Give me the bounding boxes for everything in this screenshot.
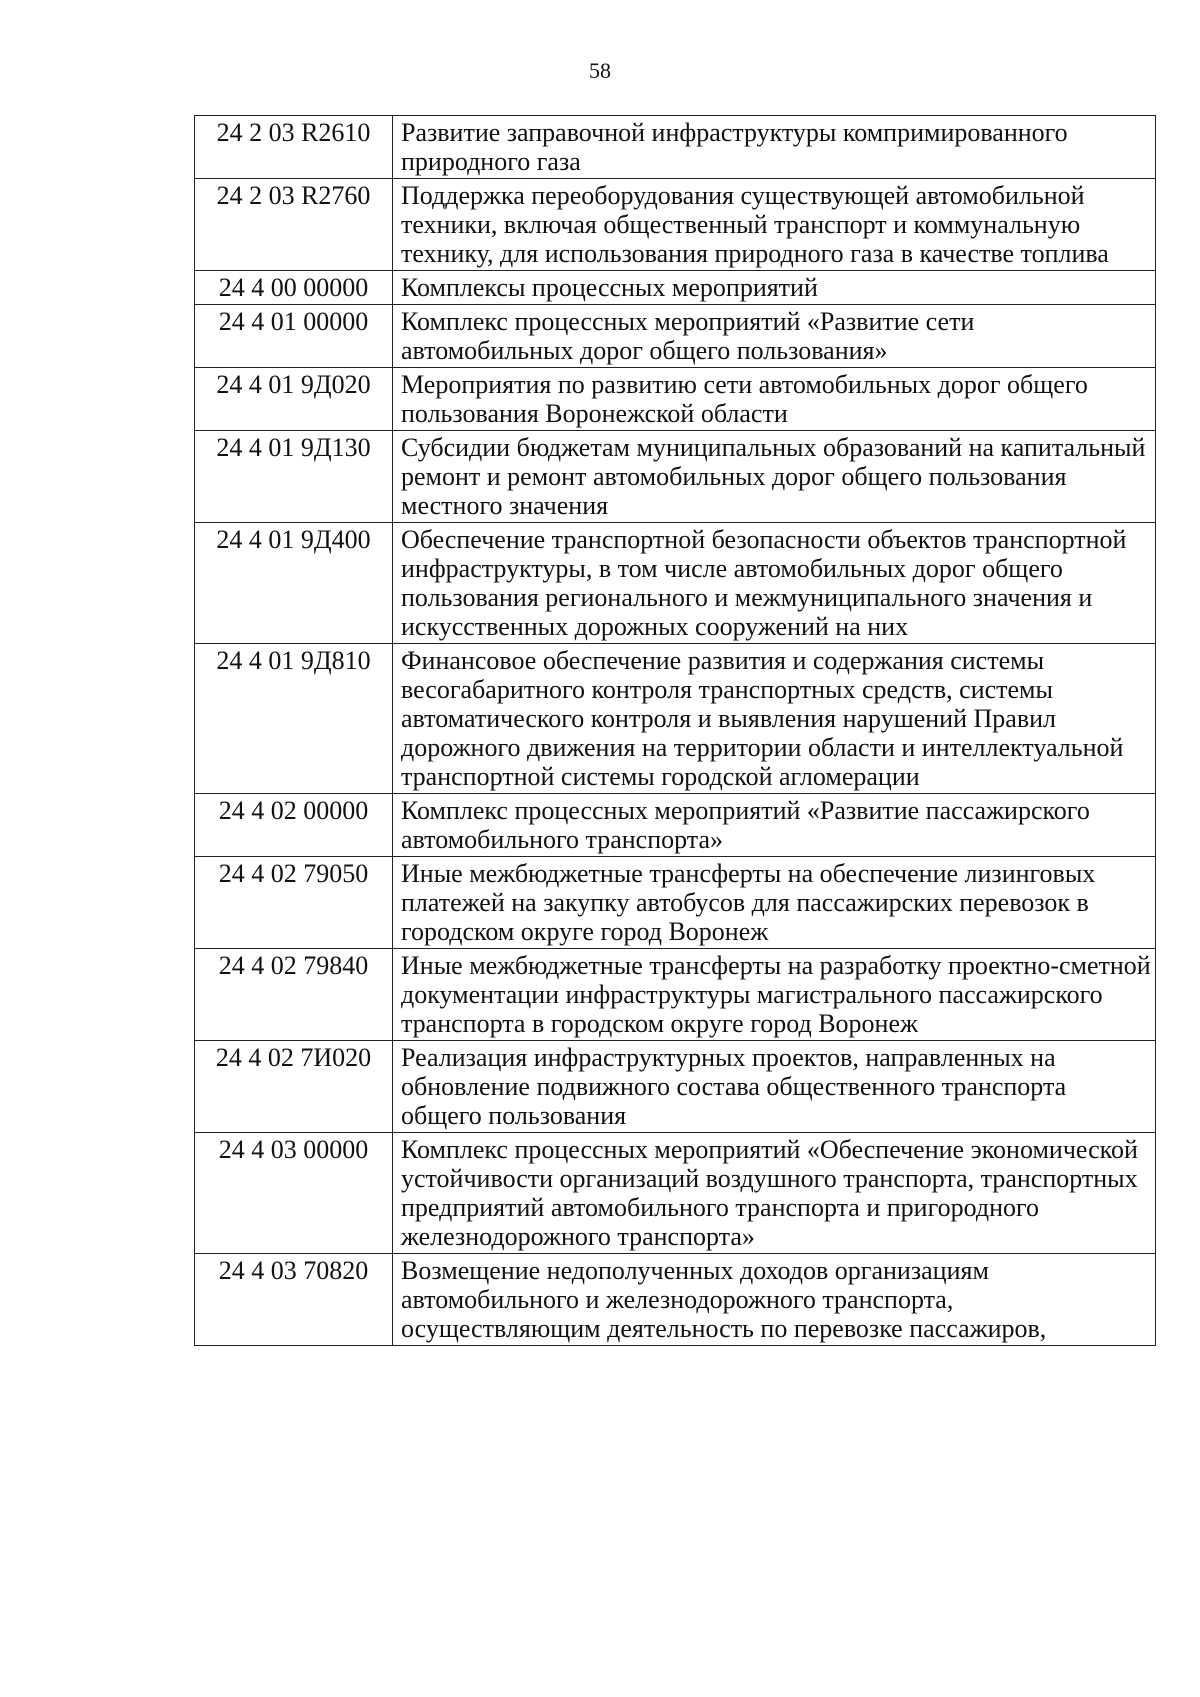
- code-cell: 24 4 01 9Д130: [195, 431, 393, 523]
- code-cell: 24 4 02 79840: [195, 949, 393, 1041]
- description-cell: Развитие заправочной инфраструктуры компримированного природного газа: [393, 116, 1156, 179]
- code-cell: 24 4 00 00000: [195, 271, 393, 305]
- code-cell: 24 4 02 7И020: [195, 1041, 393, 1133]
- code-cell: 24 2 03 R2760: [195, 179, 393, 271]
- code-cell: 24 4 03 00000: [195, 1133, 393, 1254]
- description-cell: Поддержка переоборудования существующей автомобильной техники, включая общественный транспорт и коммунальную технику, для использования природного газа в качестве топлива: [393, 179, 1156, 271]
- table-row: [195, 1133, 1156, 1254]
- table-row: [195, 644, 1156, 794]
- description-cell: Финансовое обеспечение развития и содержания системы весогабаритного контроля транспортных средств, системы автоматического контроля и выявления нарушений Правил дорожного движения на территории области и интеллектуальной транспортной системы городской агломерации: [393, 644, 1156, 794]
- description-cell: Реализация инфраструктурных проектов, направленных на обновление подвижного состава общественного транспорта общего пользования: [393, 1041, 1156, 1133]
- description-cell: Комплекс процессных мероприятий «Развитие сети автомобильных дорог общего пользования»: [393, 305, 1156, 368]
- code-cell: 24 4 02 79050: [195, 857, 393, 949]
- code-cell: 24 4 01 9Д020: [195, 368, 393, 431]
- table-row: [195, 857, 1156, 949]
- budget-code-table: [194, 115, 1156, 1346]
- description-cell: Комплекс процессных мероприятий «Обеспечение экономической устойчивости организаций воздушного транспорта, транспортных предприятий автомобильного транспорта и пригородного железнодорожного транспорта»: [393, 1133, 1156, 1254]
- description-cell: Мероприятия по развитию сети автомобильных дорог общего пользования Воронежской области: [393, 368, 1156, 431]
- description-cell: Обеспечение транспортной безопасности объектов транспортной инфраструктуры, в том числе автомобильных дорог общего пользования регионального и межмуниципального значения и искусственных дорожных сооружений на них: [393, 523, 1156, 644]
- table-row: [195, 794, 1156, 857]
- description-cell: Возмещение недополученных доходов организациям автомобильного и железнодорожного транспорта, осуществляющим деятельность по перевозке пассажиров,: [393, 1254, 1156, 1346]
- code-cell: 24 4 02 00000: [195, 794, 393, 857]
- description-cell: Субсидии бюджетам муниципальных образований на капитальный ремонт и ремонт автомобильных дорог общего пользования местного значения: [393, 431, 1156, 523]
- table-row: [195, 116, 1156, 179]
- description-cell: Иные межбюджетные трансферты на обеспечение лизинговых платежей на закупку автобусов для пассажирских перевозок в городском округе город Воронеж: [393, 857, 1156, 949]
- table-row: [195, 179, 1156, 271]
- description-cell: Комплекс процессных мероприятий «Развитие пассажирского автомобильного транспорта»: [393, 794, 1156, 857]
- description-cell: Комплексы процессных мероприятий: [393, 271, 1156, 305]
- table-row: [195, 523, 1156, 644]
- table-row: [195, 431, 1156, 523]
- page-number: 58: [589, 58, 611, 83]
- code-cell: 24 4 01 00000: [195, 305, 393, 368]
- code-cell: 24 2 03 R2610: [195, 116, 393, 179]
- table-row: [195, 1254, 1156, 1346]
- description-cell: Иные межбюджетные трансферты на разработку проектно-сметной документации инфраструктуры магистрального пассажирского транспорта в городском округе город Воронеж: [393, 949, 1156, 1041]
- table-row: [195, 305, 1156, 368]
- table-row: [195, 271, 1156, 305]
- table-row: [195, 368, 1156, 431]
- code-cell: 24 4 01 9Д810: [195, 644, 393, 794]
- code-cell: 24 4 03 70820: [195, 1254, 393, 1346]
- code-cell: 24 4 01 9Д400: [195, 523, 393, 644]
- table-row: [195, 949, 1156, 1041]
- table-row: [195, 1041, 1156, 1133]
